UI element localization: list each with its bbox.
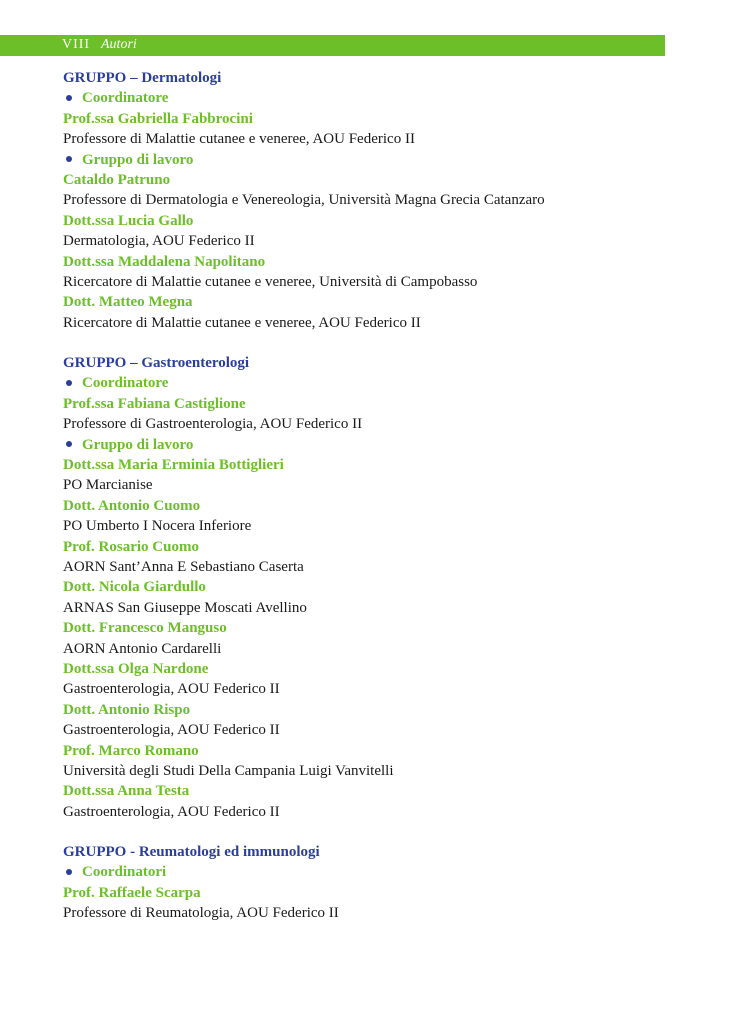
person-affiliation: PO Marcianise — [63, 477, 153, 494]
group-dermatologi — [63, 68, 683, 333]
person-name: Prof.ssa Fabiana Castiglione — [63, 395, 246, 412]
bullet-icon — [66, 869, 72, 875]
bullet-icon — [66, 95, 72, 101]
person-name: Dott.ssa Maria Erminia Bottiglieri — [63, 457, 284, 474]
person-affiliation: Professore di Malattie cutanee e veneree, AOU Federico II — [63, 131, 415, 148]
group-gastroenterologi — [63, 353, 683, 822]
group-reumatologi — [63, 842, 683, 924]
coordinator-heading: Coordinatori — [63, 862, 683, 882]
person-affiliation: Università degli Studi Della Campania Luigi Vanvitelli — [63, 762, 394, 779]
person-affiliation: PO Umberto I Nocera Inferiore — [63, 518, 252, 535]
person-name: Dott.ssa Maddalena Napolitano — [63, 253, 266, 270]
bullet-icon — [66, 156, 72, 162]
bullet-icon — [66, 441, 72, 447]
person-name: Dott.ssa Lucia Gallo — [63, 212, 194, 229]
person-affiliation: Gastroenterologia, AOU Federico II — [63, 722, 280, 739]
person-affiliation: Professore di Dermatologia e Venereologia, Università Magna Grecia Catanzaro — [63, 192, 545, 209]
person-name: Prof. Marco Romano — [63, 742, 199, 759]
section-gap — [63, 333, 683, 353]
group-title: GRUPPO - Reumatologi ed immunologi — [63, 844, 320, 861]
header-bar — [0, 35, 665, 56]
work-group-heading: Gruppo di lavoro — [63, 150, 683, 170]
person-name: Dott.ssa Anna Testa — [63, 783, 190, 800]
section-title: Autori — [101, 37, 137, 52]
person-affiliation: Professore di Reumatologia, AOU Federico II — [63, 905, 339, 922]
person-affiliation: Professore di Gastroenterologia, AOU Federico II — [63, 416, 363, 433]
person-name: Dott.ssa Olga Nardone — [63, 660, 209, 677]
person-affiliation: AORN Sant’Anna E Sebastiano Caserta — [63, 558, 304, 575]
person-name: Dott. Nicola Giardullo — [63, 579, 206, 596]
group-title: GRUPPO – Gastroenterologi — [63, 355, 250, 372]
person-name: Dott. Antonio Rispo — [63, 701, 191, 718]
person-affiliation: Ricercatore di Malattie cutanee e veneree, AOU Federico II — [63, 314, 421, 331]
person-name: Cataldo Patruno — [63, 171, 171, 188]
coordinator-heading: Coordinatore — [63, 373, 683, 393]
work-group-heading: Gruppo di lavoro — [63, 435, 683, 455]
person-affiliation: Gastroenterologia, AOU Federico II — [63, 803, 280, 820]
person-name: Prof. Rosario Cuomo — [63, 538, 199, 555]
person-affiliation: Ricercatore di Malattie cutanee e veneree, Università di Campobasso — [63, 273, 478, 290]
page-number: VIII — [62, 37, 91, 52]
person-affiliation: AORN Antonio Cardarelli — [63, 640, 222, 657]
person-affiliation: ARNAS San Giuseppe Moscati Avellino — [63, 599, 307, 616]
person-name: Prof. Raffaele Scarpa — [63, 884, 201, 901]
person-name: Dott. Antonio Cuomo — [63, 497, 201, 514]
person-affiliation: Gastroenterologia, AOU Federico II — [63, 681, 280, 698]
person-affiliation: Dermatologia, AOU Federico II — [63, 233, 255, 250]
section-gap — [63, 822, 683, 842]
person-name: Prof.ssa Gabriella Fabbrocini — [63, 110, 253, 127]
authors-list — [63, 68, 683, 924]
group-title: GRUPPO – Dermatologi — [63, 70, 222, 86]
person-name: Dott. Matteo Megna — [63, 294, 193, 311]
bullet-icon — [66, 380, 72, 386]
person-name: Dott. Francesco Manguso — [63, 620, 227, 637]
coordinator-heading: Coordinatore — [63, 88, 683, 108]
